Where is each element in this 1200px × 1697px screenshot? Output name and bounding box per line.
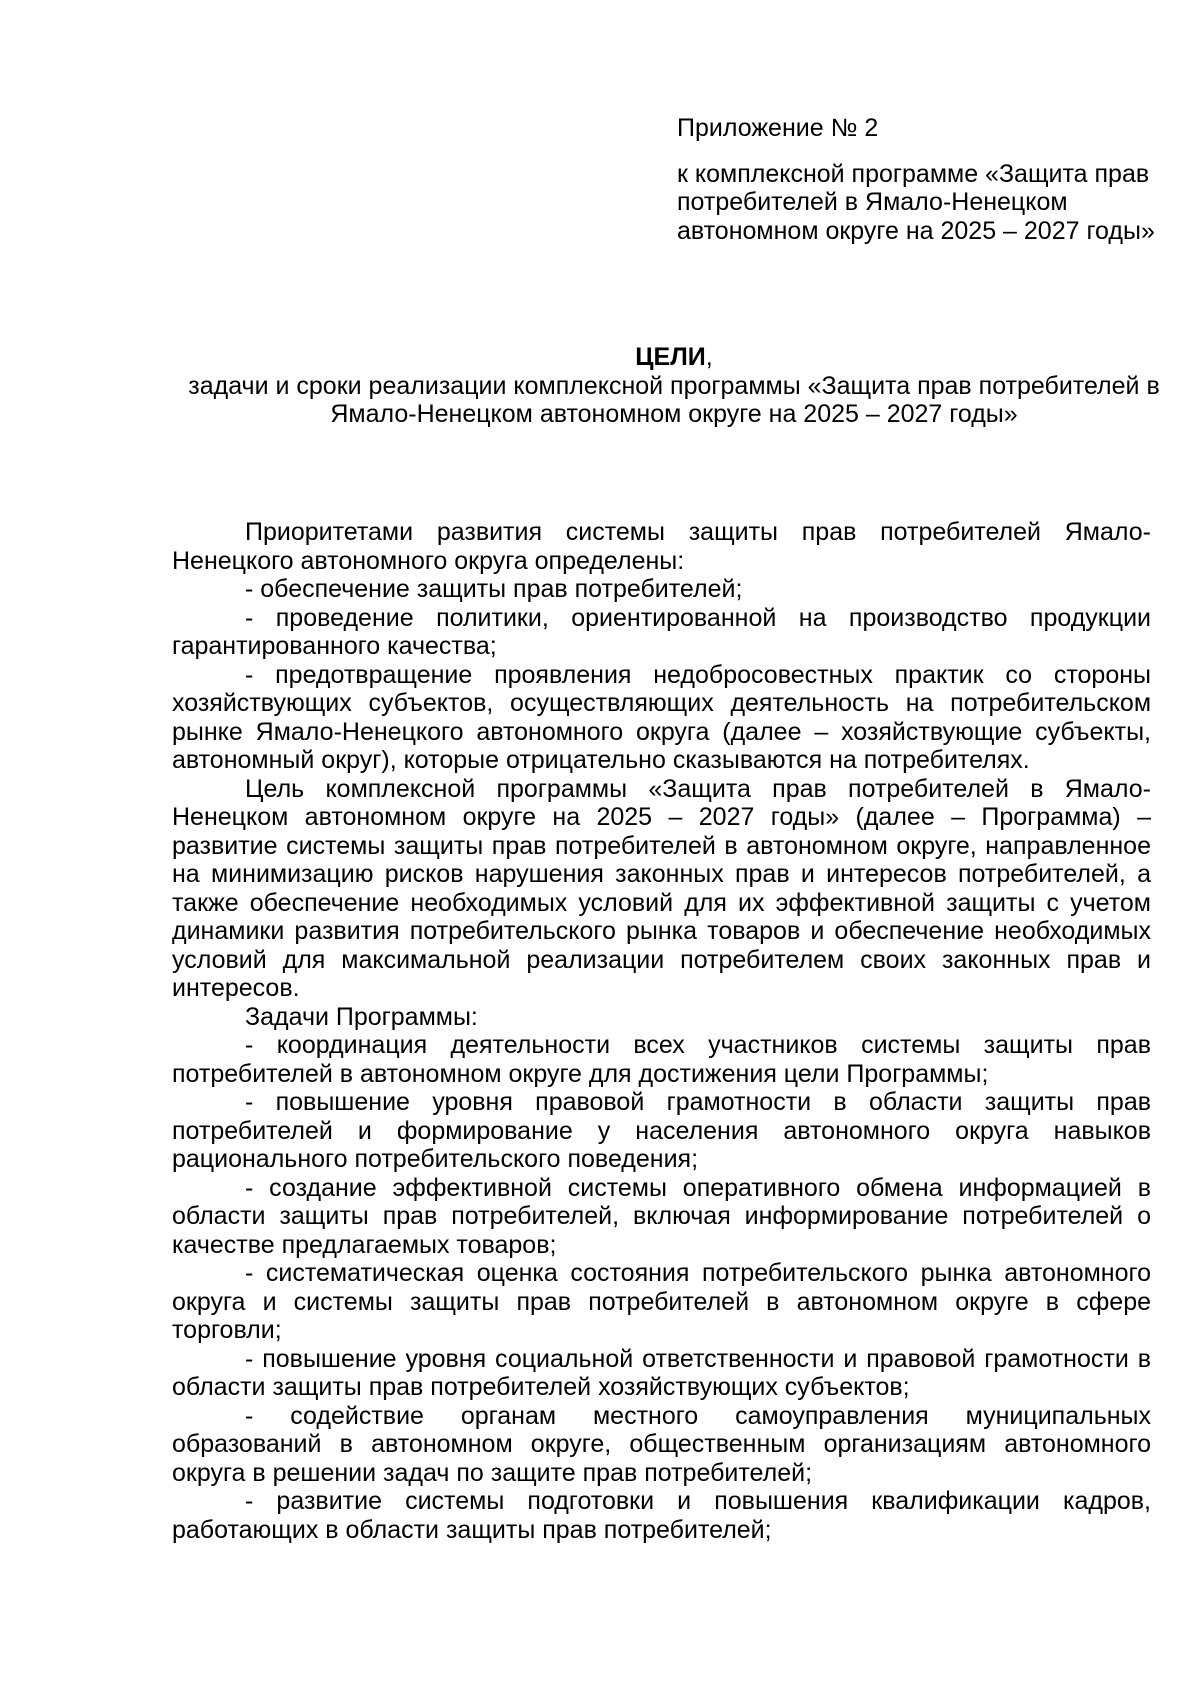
appendix-number: Приложение № 2: [677, 114, 879, 142]
appendix-reference: к комплексной программе «Защита прав потребителей в Ямало-Ненецком автономном округе на 2025 – 2027 годы»: [677, 159, 1155, 245]
paragraph: Приоритетами развития системы защиты прав потребителей Ямало-Ненецкого автономного округа определены:: [172, 518, 1151, 575]
paragraph: - систематическая оценка состояния потребительского рынка автономного округа и системы защиты прав потребителей в автономном округе в сфере торговли;: [172, 1259, 1151, 1344]
paragraph: - повышение уровня правовой грамотности в области защиты прав потребителей и формирование у населения автономного округа навыков рационального потребительского поведения;: [172, 1088, 1151, 1173]
paragraph: - создание эффективной системы оперативного обмена информацией в области защиты прав потребителей, включая информирование потребителей о качестве предлагаемых товаров;: [172, 1173, 1151, 1259]
paragraph: - предотвращение проявления недобросовестных практик со стороны хозяйствующих субъектов, осуществляющих деятельность на потребительском рынке Ямало-Ненецкого автономного округа (далее – хозяйствующие субъекты, автономный округ), которые отрицательно сказываются на потребителях.: [172, 660, 1151, 774]
document-body: [172, 518, 1151, 1544]
paragraph: - координация деятельности всех участников системы защиты прав потребителей в автономном округе для достижения цели Программы;: [172, 1031, 1151, 1088]
paragraph: - обеспечение защиты прав потребителей;: [245, 575, 743, 603]
title-heading-line: [172, 343, 1176, 372]
title-heading-suffix: ,: [705, 343, 713, 371]
document-title: [172, 343, 1176, 429]
paragraph: Цель комплексной программы «Защита прав потребителей в Ямало-Ненецком автономном округе на 2025 – 2027 годы» (далее – Программа) – развитие системы защиты прав потребителей в автономном округе, направленное на минимизацию рисков нарушения законных прав и интересов потребителей, а также обеспечение необходимых условий для их эффективной защиты с учетом динамики развития потребительского рынка товаров и обеспечение необходимых условий для максимальной реализации потребителем своих законных прав и интересов.: [172, 774, 1151, 1002]
paragraph: - содействие органам местного самоуправления муниципальных образований в автономном округе, общественным организациям автономного округа в решении задач по защите прав потребителей;: [172, 1401, 1151, 1487]
paragraph: - повышение уровня социальной ответственности и правовой грамотности в области защиты прав потребителей хозяйствующих субъектов;: [172, 1344, 1151, 1401]
title-heading: ЦЕЛИ: [635, 343, 706, 371]
paragraph: - развитие системы подготовки и повышения квалификации кадров, работающих в области защиты прав потребителей;: [172, 1487, 1151, 1544]
paragraph: Задачи Программы:: [245, 1002, 478, 1031]
title-subtitle: задачи и сроки реализации комплексной программы «Защита прав потребителей в Ямало-Ненецком автономном округе на 2025 – 2027 годы»: [188, 371, 1160, 428]
paragraph: - проведение политики, ориентированной на производство продукции гарантированного качества;: [172, 603, 1151, 660]
appendix-block: [677, 114, 1177, 245]
